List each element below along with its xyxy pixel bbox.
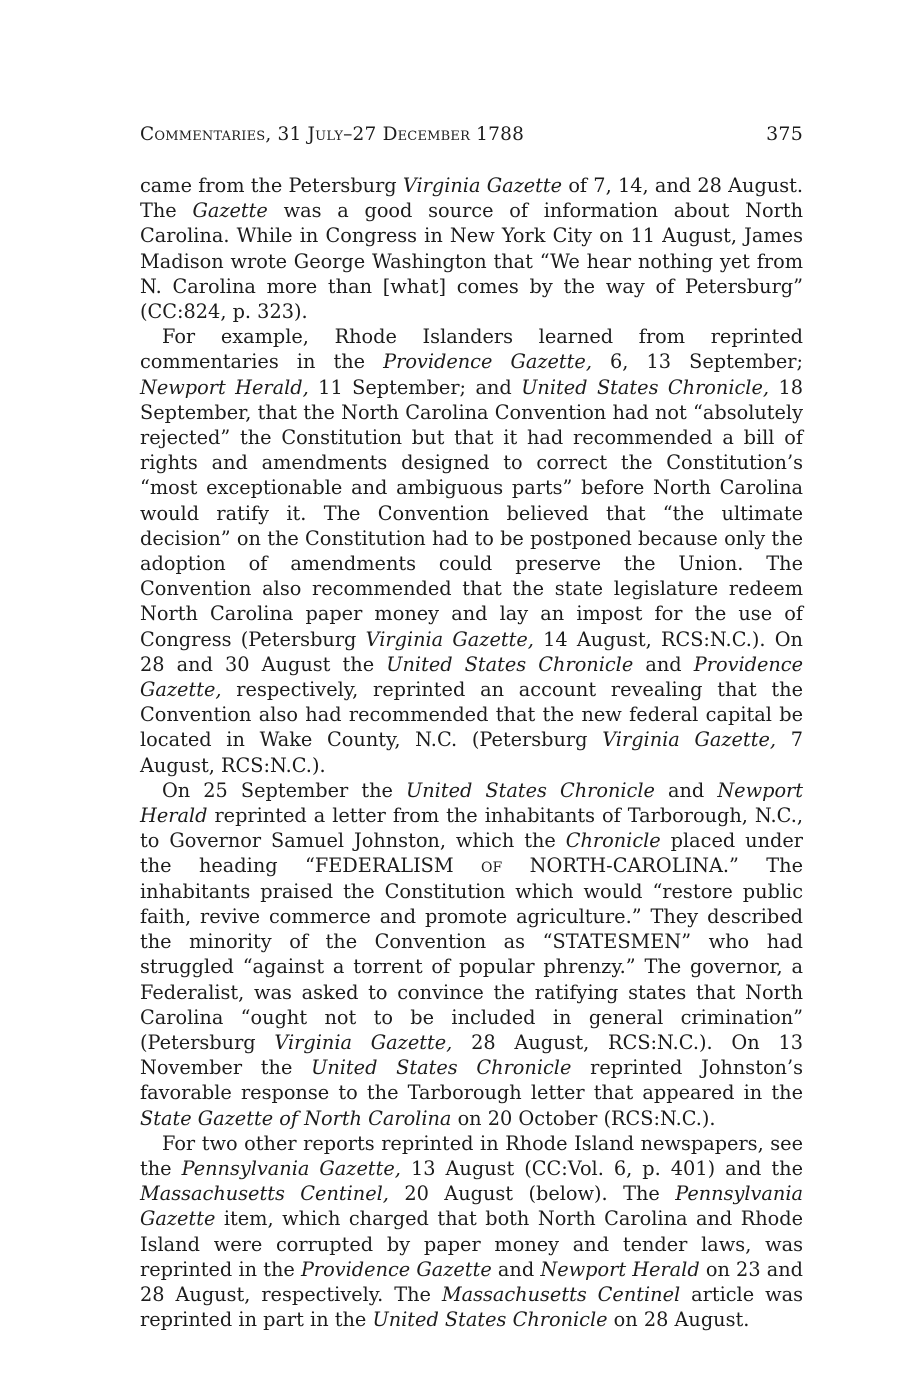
italic-text: Pennsylvania Gazette, bbox=[181, 1156, 401, 1180]
text-run: and bbox=[491, 1257, 541, 1281]
text-run: item, which charged that both North Carolina and Rhode Island were corrupted by paper money and tender laws, was reprinted in the bbox=[140, 1207, 803, 1281]
italic-text: Pennsylvania Gazette bbox=[140, 1182, 803, 1231]
text-run: reprinted a letter from the inhabitants of Tarborough, N.C., to Governor Samuel Johnston, which the bbox=[140, 804, 803, 853]
text-run: on 20 October (RCS:N.C.). bbox=[451, 1106, 716, 1130]
page-number: 375 bbox=[766, 123, 803, 145]
italic-text: Virginia Gazette, bbox=[365, 627, 534, 651]
italic-text: Newport Herald bbox=[540, 1257, 700, 1281]
text-run: came from the Petersburg bbox=[140, 174, 403, 197]
text-run: 20 August (below). The bbox=[388, 1182, 676, 1206]
text-run: on 23 and 28 August, respectively. The bbox=[140, 1257, 804, 1306]
text-run: reprinted Johnston’s favorable response to the Tarborough letter that appeared in the bbox=[140, 1056, 803, 1105]
text-run: of 7, 14, and 28 August. The bbox=[140, 174, 804, 223]
text-run: article was reprinted in part in the bbox=[140, 1282, 803, 1332]
italic-text: Massachusetts Centinel bbox=[441, 1282, 681, 1306]
text-run: respectively, reprinted an account revealing that the Convention also had recommended that the new federal capital be located in Wake County, N.C. (Petersburg bbox=[140, 678, 803, 752]
italic-text: Newport Herald, bbox=[140, 375, 309, 399]
italic-text: Gazette bbox=[192, 199, 268, 223]
text-run: and bbox=[654, 778, 718, 802]
italic-text: Virginia Gazette, bbox=[602, 728, 777, 752]
text-run: 7 August, RCS:N.C.). bbox=[140, 728, 804, 777]
small-caps-text: of bbox=[481, 854, 503, 878]
body-text bbox=[140, 173, 803, 1332]
text-run: For example, Rhode Islanders learned from reprinted commentaries in the bbox=[140, 325, 803, 374]
italic-text: Virginia Gazette, bbox=[274, 1030, 453, 1054]
text-run: 11 September; and bbox=[308, 375, 522, 399]
text-run: On 25 September the bbox=[162, 778, 406, 802]
paragraph bbox=[140, 173, 803, 324]
italic-text: Virginia Gazette bbox=[402, 174, 563, 197]
text-run: 14 August, RCS:N.C.). On 28 and 30 August the bbox=[140, 627, 803, 676]
italic-text: Providence Gazette, bbox=[140, 652, 804, 702]
running-title: Commentaries, 31 July–27 December 1788 bbox=[140, 124, 525, 145]
text-run: 6, 13 September; bbox=[591, 350, 803, 374]
text-run: was a good source of information about North Carolina. While in Congress in New York City on 11 August, James Madison wrote George Washington that “We hear nothing yet from N. Carolina more than [what] comes by the way of Petersburg” (CC:824, p. 323). bbox=[140, 199, 803, 324]
italic-text: United States Chronicle bbox=[372, 1308, 608, 1332]
text-run: and bbox=[633, 652, 694, 676]
italic-text: United States Chronicle bbox=[405, 778, 655, 802]
italic-text: United States Chronicle bbox=[386, 652, 634, 676]
italic-text: United States Chronicle, bbox=[521, 375, 770, 399]
text-run: For two other reports reprinted in Rhode Island newspapers, see the bbox=[140, 1131, 803, 1180]
running-head bbox=[140, 122, 803, 147]
text-run: on 28 August. bbox=[607, 1308, 750, 1332]
text-run: 28 August, RCS:N.C.). On 13 November the bbox=[140, 1030, 803, 1080]
paragraph bbox=[140, 1131, 803, 1333]
italic-text: Chronicle bbox=[565, 829, 661, 853]
italic-text: Massachusetts Centinel, bbox=[140, 1182, 389, 1206]
italic-text: United States Chronicle bbox=[311, 1056, 572, 1080]
text-run: placed under the heading “FEDERALISM bbox=[140, 829, 803, 878]
italic-text: Newport Herald bbox=[140, 778, 804, 828]
paragraph bbox=[140, 324, 803, 778]
italic-text: Providence Gazette bbox=[300, 1257, 492, 1281]
paragraph bbox=[140, 778, 803, 1131]
italic-text: State Gazette of North Carolina bbox=[140, 1106, 452, 1130]
text-run: 18 September, that the North Carolina Convention had not “absolutely rejected” the Constitution but that it had recommended a bill of rights and amendments designed to correct the Constitution’s “most exceptionable and ambiguous parts” before North Carolina would ratify it. The Convention believed that “the ultimate decision” on the Constitution had to be postponed because only the adoption of amendments could preserve the Union. The Convention also recommended that the state legislature redeem North Carolina paper money and lay an impost for the use of Congress (Petersburg bbox=[140, 375, 803, 651]
italic-text: Providence Gazette, bbox=[383, 350, 592, 374]
text-run: NORTH-CAROLINA.” The inhabitants praised the Constitution which would “restore public faith, revive commerce and promote agriculture.” They described the minority of the Convention as “STATESMEN” who had struggled “against a torrent of popular phrenzy.” The governor, a Federalist, was asked to convince the ratifying states that North Carolina “ought not to be included in general crimination” (Petersburg bbox=[140, 854, 803, 1054]
text-run: 13 August (CC:Vol. 6, p. 401) and the bbox=[400, 1156, 803, 1180]
document-page bbox=[140, 122, 803, 1332]
